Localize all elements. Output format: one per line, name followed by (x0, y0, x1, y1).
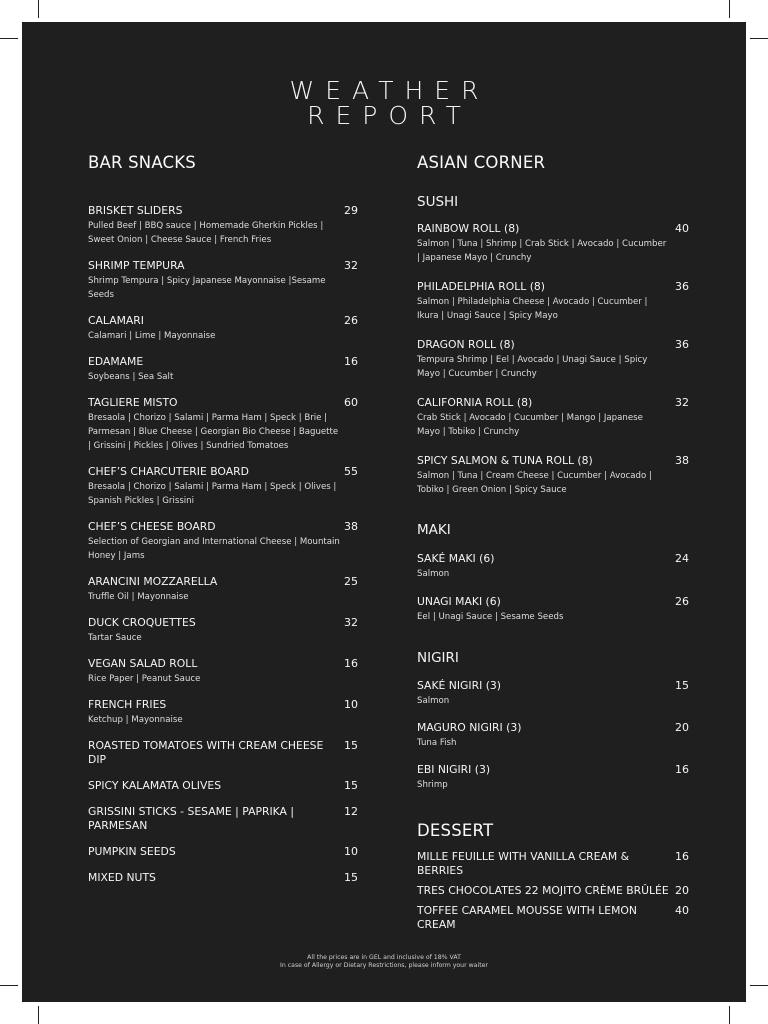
menu-item (88, 871, 358, 885)
menu-item-price: 20 (675, 721, 689, 734)
menu-item-name: SPICY SALMON & TUNA ROLL (8) (417, 454, 593, 467)
menu-item-row (417, 679, 689, 693)
menu-item-price: 15 (344, 871, 358, 884)
dessert-title: DESSERT (417, 821, 494, 840)
menu-item (88, 616, 358, 645)
menu-item-description: Salmon | Philadelphia Cheese | Avocado | Cucumber | Ikura | Unagi Sauce | Spicy Mayo (417, 297, 648, 321)
menu-item (417, 454, 689, 497)
menu-item-description: Truffle Oil | Mayonnaise (88, 592, 189, 602)
menu-item-description: Salmon | Tuna | Shrimp | Crab Stick | Avocado | Cucumber | Japanese Mayo | Crunchy (417, 239, 667, 263)
menu-item (88, 575, 358, 604)
menu-item (88, 845, 358, 859)
subsection-title-sushi: SUSHI (417, 194, 459, 210)
menu-item-price: 36 (675, 280, 689, 293)
menu-item-row (88, 396, 358, 410)
menu-item-row (88, 805, 358, 833)
crop-mark (38, 1006, 39, 1024)
footer-line-2: In case of Allergy or Dietary Restrictions, please inform your waiter (280, 962, 488, 969)
menu-item-name: TRES CHOCOLATES 22 MOJITO CRÈME BRÛLÉE (417, 884, 669, 897)
crop-mark (750, 985, 768, 986)
menu-item-row (417, 721, 689, 735)
menu-item-row (417, 904, 689, 932)
menu-item (88, 698, 358, 727)
menu-item-name: UNAGI MAKI (6) (417, 595, 501, 608)
brand-logo (22, 78, 746, 128)
menu-item-description: Soybeans | Sea Salt (88, 372, 174, 382)
menu-page (22, 22, 746, 1002)
menu-item-name: VEGAN SALAD ROLL (88, 657, 198, 670)
asian-corner-section (417, 152, 689, 932)
menu-item (88, 657, 358, 686)
section-title: ASIAN CORNER (417, 153, 546, 172)
menu-item-price: 16 (344, 657, 358, 670)
menu-item (417, 904, 689, 932)
menu-item-description: Ketchup | Mayonnaise (88, 715, 183, 725)
menu-item-row (417, 884, 689, 898)
menu-item-description: Selection of Georgian and International Cheese | Mountain Honey | Jams (88, 537, 340, 561)
subsection-title-nigiri: NIGIRI (417, 650, 459, 666)
menu-item-row (417, 280, 689, 294)
menu-item-price: 40 (675, 222, 689, 235)
menu-item-name: SHRIMP TEMPURA (88, 259, 185, 272)
menu-item (417, 222, 689, 265)
menu-item (88, 805, 358, 833)
footer-line-1: All the prices are in GEL and inclusive of 18% VAT (307, 954, 461, 961)
menu-item-row (417, 595, 689, 609)
menu-item-price: 32 (344, 616, 358, 629)
menu-item-name: CALAMARI (88, 314, 144, 327)
menu-item-name: GRISSINI STICKS - SESAME | PAPRIKA | PARMESAN (88, 805, 295, 832)
menu-item (88, 204, 358, 247)
menu-item-row (88, 575, 358, 589)
subsection-title-maki: MAKI (417, 522, 451, 538)
menu-item (88, 396, 358, 453)
menu-item (88, 739, 358, 767)
menu-item-price: 15 (344, 739, 358, 752)
crop-mark (729, 0, 730, 18)
menu-item-name: TAGLIERE MISTO (88, 396, 178, 409)
menu-item-row (88, 845, 358, 859)
menu-item-description: Shrimp Tempura | Spicy Japanese Mayonnaise |Sesame Seeds (88, 276, 326, 300)
menu-item (417, 721, 689, 750)
menu-item-name: ARANCINI MOZZARELLA (88, 575, 218, 588)
menu-item-row (88, 779, 358, 793)
menu-item-name: SAKÉ MAKI (6) (417, 552, 495, 565)
menu-item-description: Calamari | Lime | Mayonnaise (88, 331, 216, 341)
menu-item-price: 60 (344, 396, 358, 409)
menu-item (417, 396, 689, 439)
menu-item (417, 679, 689, 708)
menu-item (417, 884, 689, 898)
menu-item-name: DRAGON ROLL (8) (417, 338, 515, 351)
crop-mark (750, 38, 768, 39)
menu-item-price: 10 (344, 845, 358, 858)
menu-item-name: DUCK CROQUETTES (88, 616, 196, 629)
menu-item-row (417, 222, 689, 236)
menu-item-price: 26 (675, 595, 689, 608)
menu-item-name: EBI NIGIRI (3) (417, 763, 491, 776)
menu-item-description: Pulled Beef | BBQ sauce | Homemade Gherkin Pickles | Sweet Onion | Cheese Sauce | French Fries (88, 221, 324, 245)
menu-item-name: EDAMAME (88, 355, 144, 368)
menu-item-row (88, 871, 358, 885)
menu-item-price: 40 (675, 904, 689, 917)
menu-item-row (417, 552, 689, 566)
menu-item-row (88, 465, 358, 479)
menu-item-row (88, 698, 358, 712)
menu-item-row (88, 739, 358, 767)
menu-item-name: SAKÉ NIGIRI (3) (417, 679, 501, 692)
menu-item-price: 16 (675, 850, 689, 863)
menu-item-description: Tuna Fish (417, 738, 457, 748)
menu-item-price: 26 (344, 314, 358, 327)
menu-item-description: Bresaola | Chorizo | Salami | Parma Ham | Speck | Olives | Spanish Pickles | Grissini (88, 482, 337, 506)
menu-item (417, 763, 689, 792)
menu-item-description: Salmon (417, 569, 450, 579)
menu-item-name: TOFFEE CARAMEL MOUSSE WITH LEMON CREAM (417, 904, 637, 931)
menu-item-name: PUMPKIN SEEDS (88, 845, 176, 858)
menu-item-row (417, 763, 689, 777)
menu-item-name: RAINBOW ROLL (8) (417, 222, 520, 235)
menu-item-row (88, 314, 358, 328)
menu-item-row (88, 259, 358, 273)
menu-item (417, 595, 689, 624)
menu-item (88, 259, 358, 302)
menu-item-description: Eel | Unagi Sauce | Sesame Seeds (417, 612, 564, 622)
menu-item-name: MILLE FEUILLE WITH VANILLA CREAM & BERRIES (417, 850, 630, 877)
crop-mark (0, 985, 18, 986)
menu-item-price: 32 (344, 259, 358, 272)
bar-snacks-section (88, 152, 358, 885)
menu-item-name: BRISKET SLIDERS (88, 204, 183, 217)
menu-item-row (417, 396, 689, 410)
crop-mark (729, 1006, 730, 1024)
menu-item (417, 552, 689, 581)
menu-item-name: SPICY KALAMATA OLIVES (88, 779, 222, 792)
menu-item-row (88, 204, 358, 218)
footer-note (22, 954, 746, 970)
menu-item (88, 355, 358, 384)
menu-item-price: 25 (344, 575, 358, 588)
menu-item-name: FRENCH FRIES (88, 698, 167, 711)
menu-item-row (417, 850, 689, 878)
crop-mark (0, 38, 18, 39)
menu-item-price: 38 (344, 520, 358, 533)
menu-item (88, 465, 358, 508)
menu-item-description: Rice Paper | Peanut Sauce (88, 674, 201, 684)
menu-item (88, 314, 358, 343)
menu-item-price: 12 (344, 805, 358, 818)
menu-item-row (88, 355, 358, 369)
crop-mark (38, 0, 39, 18)
menu-item (417, 280, 689, 323)
menu-item-price: 10 (344, 698, 358, 711)
section-title: BAR SNACKS (88, 153, 196, 172)
menu-item-name: PHILADELPHIA ROLL (8) (417, 280, 546, 293)
menu-item-row (417, 338, 689, 352)
menu-item-description: Tempura Shrimp | Eel | Avocado | Unagi Sauce | Spicy Mayo | Cucumber | Crunchy (417, 355, 648, 379)
menu-item-name: ROASTED TOMATOES WITH CREAM CHEESE DIP (88, 739, 324, 766)
menu-item-price: 15 (675, 679, 689, 692)
menu-item-row (417, 454, 689, 468)
menu-item-price: 36 (675, 338, 689, 351)
menu-item-row (88, 616, 358, 630)
brand-line-1: WEATHER (289, 76, 490, 105)
menu-item-price: 24 (675, 552, 689, 565)
brand-line-2: REPORT (307, 101, 472, 130)
menu-item (88, 779, 358, 793)
menu-item-description: Tartar Sauce (88, 633, 142, 643)
menu-item-price: 15 (344, 779, 358, 792)
menu-item-description: Bresaola | Chorizo | Salami | Parma Ham | Speck | Brie | Parmesan | Blue Cheese | Georgian Bio Cheese | Baguette | Grissini | Pickles | Olives | Sundried Tomatoes (88, 413, 339, 451)
menu-item-description: Salmon (417, 696, 450, 706)
menu-item (417, 850, 689, 878)
menu-item (417, 338, 689, 381)
menu-item-name: MAGURO NIGIRI (3) (417, 721, 522, 734)
menu-item-description: Crab Stick | Avocado | Cucumber | Mango | Japanese Mayo | Tobiko | Crunchy (417, 413, 643, 437)
menu-item-name: CHEF’S CHARCUTERIE BOARD (88, 465, 249, 478)
menu-item-price: 38 (675, 454, 689, 467)
menu-item-description: Shrimp (417, 780, 448, 790)
menu-item-price: 29 (344, 204, 358, 217)
menu-item-description: Salmon | Tuna | Cream Cheese | Cucumber | Avocado | Tobiko | Green Onion | Spicy Sauce (417, 471, 652, 495)
menu-item-name: MIXED NUTS (88, 871, 156, 884)
menu-item-price: 16 (344, 355, 358, 368)
menu-item-price: 32 (675, 396, 689, 409)
menu-item (88, 520, 358, 563)
menu-item-price: 20 (675, 884, 689, 897)
menu-item-row (88, 520, 358, 534)
menu-item-price: 16 (675, 763, 689, 776)
menu-item-name: CHEF’S CHEESE BOARD (88, 520, 216, 533)
menu-item-row (88, 657, 358, 671)
menu-item-name: CALIFORNIA ROLL (8) (417, 396, 533, 409)
menu-item-price: 55 (344, 465, 358, 478)
